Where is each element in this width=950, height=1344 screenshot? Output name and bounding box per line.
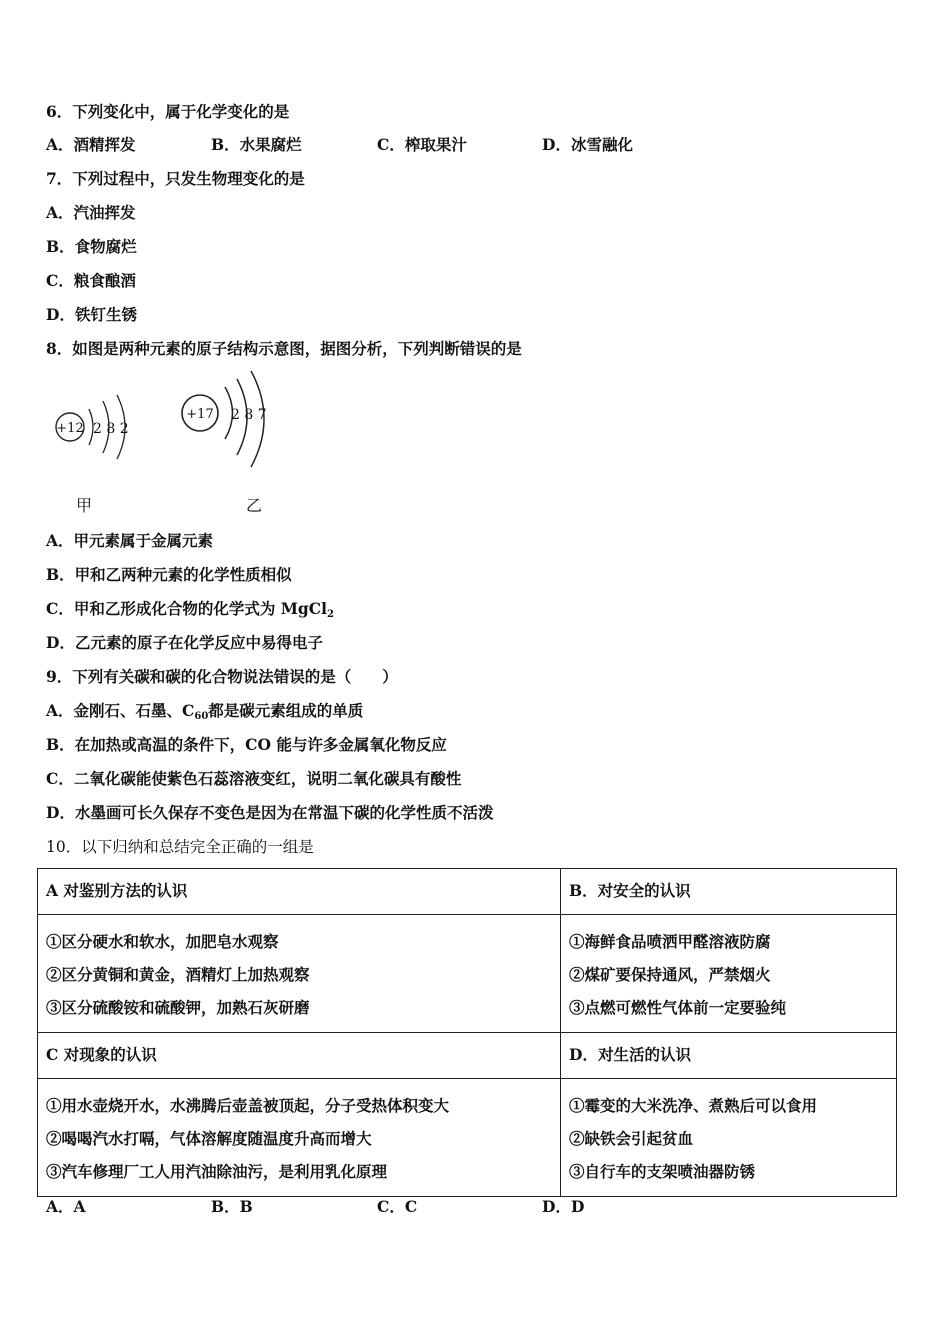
q9-option-c: C．二氧化碳能使紫色石蕊溶液变红，说明二氧化碳具有酸性 bbox=[46, 769, 462, 788]
q8-option-a: A．甲元素属于金属元素 bbox=[46, 531, 214, 550]
q9-stem: 9．下列有关碳和碳的化合物说法错误的是（ ） bbox=[46, 667, 398, 686]
q10-table bbox=[37, 868, 897, 1197]
atom-yi bbox=[182, 371, 267, 467]
q6-stem: 6．下列变化中，属于化学变化的是 bbox=[46, 102, 290, 121]
q10-option-c: C．C bbox=[377, 1197, 418, 1216]
q10-stem: 10．以下归纳和总结完全正确的一组是 bbox=[46, 838, 314, 856]
q9-option-b: B．在加热或高温的条件下，CO 能与许多金属氧化物反应 bbox=[46, 735, 447, 754]
atom-jia-electrons: 2 8 2 bbox=[93, 421, 129, 437]
q6-option-b: B．水果腐烂 bbox=[211, 135, 302, 154]
q7-option-c: C．粮食酿酒 bbox=[46, 271, 136, 290]
q6-option-a: A．酒精挥发 bbox=[46, 135, 136, 154]
q9-option-a bbox=[46, 701, 363, 727]
q10-b-item-3: ③点燃可燃性气体前一定要验纯 bbox=[569, 998, 787, 1017]
q10-d-item-2: ②缺铁会引起贫血 bbox=[569, 1129, 694, 1148]
atom-jia-nucleus: +12 bbox=[56, 421, 84, 436]
q10-d-item-1: ①霉变的大米洗净、煮熟后可以食用 bbox=[569, 1096, 818, 1115]
q7-option-b: B．食物腐烂 bbox=[46, 237, 137, 256]
q10-cell-c-body bbox=[38, 1079, 561, 1197]
q10-cell-d-body bbox=[561, 1079, 897, 1197]
q7-stem: 7．下列过程中，只发生物理变化的是 bbox=[46, 169, 305, 188]
q9-option-a-rest: 都是碳元素组成的单质 bbox=[208, 701, 364, 720]
q9-option-a-text: A．金刚石、石墨、C bbox=[46, 701, 195, 720]
q6-option-c: C．榨取果汁 bbox=[377, 135, 467, 154]
atom-jia-label: 甲 bbox=[76, 496, 93, 515]
q7-option-d: D．铁钉生锈 bbox=[46, 305, 137, 324]
q9-option-a-subscript: 60 bbox=[194, 711, 209, 722]
q10-cell-b-body bbox=[561, 915, 897, 1033]
q10-b-item-1: ①海鲜食品喷洒甲醛溶液防腐 bbox=[569, 932, 771, 951]
atom-yi-nucleus: +17 bbox=[186, 407, 214, 422]
q8-option-c bbox=[46, 599, 334, 625]
atom-yi-electrons: 2 8 7 bbox=[231, 407, 267, 423]
q10-b-item-2: ②煤矿要保持通风，严禁烟火 bbox=[569, 965, 771, 984]
q10-a-item-1: ①区分硬水和软水，加肥皂水观察 bbox=[46, 932, 279, 951]
q10-cell-a-head: A 对鉴别方法的认识 bbox=[38, 869, 561, 915]
q6-option-d: D．冰雪融化 bbox=[542, 135, 633, 154]
atom-structure-diagram bbox=[45, 365, 285, 475]
q10-cell-b-head: B．对安全的认识 bbox=[561, 869, 897, 915]
q10-cell-d-head: D．对生活的认识 bbox=[561, 1033, 897, 1079]
atom-yi-label: 乙 bbox=[246, 496, 263, 515]
q10-c-item-2: ②喝喝汽水打嗝，气体溶解度随温度升高而增大 bbox=[46, 1129, 372, 1148]
q10-a-item-2: ②区分黄铜和黄金，酒精灯上加热观察 bbox=[46, 965, 310, 984]
q8-option-c-text: C．甲和乙形成化合物的化学式为 MgCl bbox=[46, 599, 327, 618]
q10-a-item-3: ③区分硫酸铵和硫酸钾，加熟石灰研磨 bbox=[46, 998, 310, 1017]
q8-option-c-subscript: 2 bbox=[326, 609, 334, 620]
q7-option-a: A．汽油挥发 bbox=[46, 203, 136, 222]
q10-option-a: A．A bbox=[46, 1197, 86, 1216]
q9-option-d: D．水墨画可长久保存不变色是因为在常温下碳的化学性质不活泼 bbox=[46, 803, 494, 822]
q10-cell-c-head: C 对现象的认识 bbox=[38, 1033, 561, 1079]
q10-option-d: D．D bbox=[542, 1197, 585, 1216]
q8-option-b: B．甲和乙两种元素的化学性质相似 bbox=[46, 565, 292, 584]
q10-c-item-1: ①用水壶烧开水，水沸腾后壶盖被顶起，分子受热体积变大 bbox=[46, 1096, 450, 1115]
q10-d-item-3: ③自行车的支架喷油器防锈 bbox=[569, 1162, 756, 1181]
q10-option-b: B．B bbox=[211, 1197, 253, 1216]
atom-jia bbox=[56, 395, 129, 459]
q10-cell-a-body bbox=[38, 915, 561, 1033]
q10-c-item-3: ③汽车修理厂工人用汽油除油污，是利用乳化原理 bbox=[46, 1162, 388, 1181]
q8-option-d: D．乙元素的原子在化学反应中易得电子 bbox=[46, 633, 323, 652]
q8-stem: 8．如图是两种元素的原子结构示意图，据图分析，下列判断错误的是 bbox=[46, 339, 522, 358]
